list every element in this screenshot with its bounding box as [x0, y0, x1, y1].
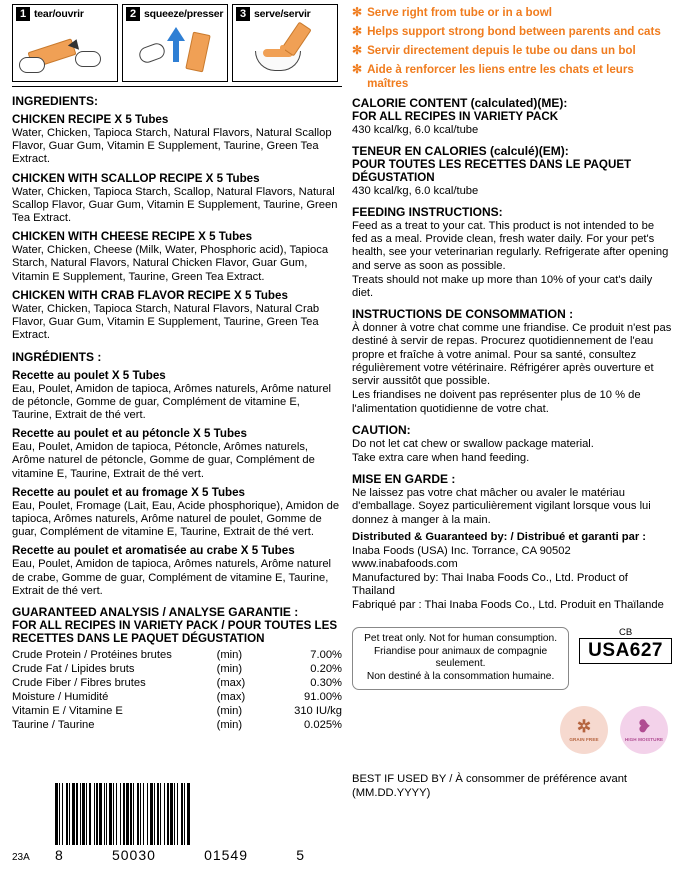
star-icon: ✻ [352, 42, 363, 57]
ingredient-group-heading: CHICKEN WITH CHEESE RECIPE X 5 Tubes [12, 230, 253, 244]
analysis-nutrient: Vitamin E / Vitamine E [12, 705, 123, 718]
barcode-group-2: 01549 [204, 847, 249, 863]
step-1 [12, 4, 118, 82]
calorie-subtitle-en: FOR ALL RECIPES IN VARIETY PACK [352, 109, 559, 123]
calorie-title-en: CALORIE CONTENT (calculated)(ME): [352, 95, 568, 110]
star-icon: ✻ [352, 23, 363, 38]
barcode-block [55, 783, 305, 863]
ingredient-group-heading-fr: Recette au poulet et aromatisée au crabe X 5 Tubes [12, 544, 295, 558]
ingredient-group-heading-fr: Recette au poulet et au pétoncle X 5 Tubes [12, 427, 247, 441]
ingredient-group-text: Water, Chicken, Tapioca Starch, Scallop, Natural Flavors, Natural Scallop Flavor, Guar Gum, Vitamin E Supplement, Taurine, Green Tea Extract. [12, 185, 338, 225]
ingredient-group-text-fr: Eau, Poulet, Amidon de tapioca, Pétoncle, Arômes naturels, Arôme naturel de pétoncle, Gomme de guar, Complément de vitamine E, Taurine, Extrait de thé vert. [12, 441, 315, 480]
caution-title-en: CAUTION: [352, 422, 411, 437]
star-icon: ✻ [352, 5, 363, 19]
distributor-block [352, 531, 672, 613]
analysis-nutrient: Moisture / Humidité [12, 691, 109, 704]
analysis-value: 0.30% [310, 677, 342, 690]
list-item [352, 44, 672, 58]
country-code: USA627 [579, 638, 672, 664]
human-box-line-3: Non destiné à la consommation humaine. [366, 671, 555, 683]
analysis-value: 0.20% [310, 663, 342, 676]
side-code: 23A [12, 852, 30, 863]
list-item [352, 6, 672, 20]
step-number: 1 [16, 7, 30, 21]
step-number: 2 [126, 7, 140, 21]
analysis-value: 91.00% [304, 691, 342, 704]
human-consumption-box [352, 627, 569, 690]
bullet-text: Helps support strong bond between parents and cats [367, 24, 661, 38]
analysis-nutrient: Crude Fiber / Fibres brutes [12, 677, 146, 690]
analysis-title: GUARANTEED ANALYSIS / ANALYSE GARANTIE : [12, 605, 299, 620]
human-box-line-1: Pet treat only. Not for human consumption. [364, 632, 558, 644]
step-label: serve/servir [254, 8, 311, 20]
human-box-line-2: Friandise pour animaux de compagnie seulement. [373, 645, 548, 670]
step-2 [122, 4, 228, 82]
ingredient-group-text-fr: Eau, Poulet, Amidon de tapioca, Arômes naturels, Arôme naturel de pétoncle, Gomme de guar, Complément de vitamine E, Taurine, Extrait de thé vert. [12, 382, 332, 421]
analysis-limit: (min) [216, 719, 243, 732]
table-row [12, 662, 342, 676]
feeding-text-en-1: Feed as a treat to your cat. This product is not intended to be fed as a meal. Provide clean, fresh water daily. For your pet's health, see your veterinarian regularly. Refrigerate after opening and serve as soon as possible. [352, 219, 669, 272]
analysis-nutrient: Crude Fat / Lipides bruts [12, 663, 135, 676]
feeding-text-en-2: Treats should not make up more than 10% of your cat's daily diet. [352, 273, 653, 300]
list-item [352, 25, 672, 39]
ingredients-title: INGREDIENTS: [12, 94, 99, 108]
ingredient-group-text: Water, Chicken, Cheese (Milk, Water, Phosphoric acid), Tapioca Starch, Natural Flavors, Natural Chicken Flavor, Guar Gum, Vitamin E Supplement, Taurine, Green Tea Extract. [12, 244, 329, 283]
analysis-value: 0.025% [304, 719, 342, 732]
ingredient-group-text: Water, Chicken, Tapioca Starch, Natural Flavors, Natural Crab Flavor, Guar Gum, Vitamin E Supplement, Taurine, Green Tea Extract. [12, 302, 320, 342]
left-column [12, 0, 342, 732]
distributor-title: Distributed & Guaranteed by: / Distribué et garanti par : [352, 530, 647, 543]
caution-text-fr: Ne laissez pas votre chat mâcher ou avaler le matériau d'emballage. Soyez particulièrement vigilant lorsque vous lui donnez à manger à la main. [352, 487, 651, 526]
bullet-text: Aide à renforcer les liens entre les chats et leurs maîtres [367, 62, 634, 90]
barcode-group-1: 50030 [111, 847, 156, 863]
analysis-nutrient: Taurine / Taurine [12, 719, 95, 732]
analysis-limit: (max) [216, 691, 246, 704]
bullet-text: Serve right from tube or in a bowl [367, 6, 552, 19]
table-row [12, 690, 342, 704]
ingredient-group-heading-fr: Recette au poulet X 5 Tubes [12, 368, 166, 382]
caution-title-fr: MISE EN GARDE : [352, 472, 456, 487]
table-row [12, 704, 342, 718]
ingredient-group-text-fr: Eau, Poulet, Fromage (Lait, Eau, Acide phosphorique), Amidon de tapioca, Arômes naturels, Arôme naturel de poulet, Gomme de guar, Complément de vitamine E, Taurine, Extrait de thé vert. [12, 499, 340, 539]
star-icon: ✻ [352, 61, 363, 76]
analysis-value: 310 IU/kg [294, 705, 342, 718]
analysis-subtitle: FOR ALL RECIPES IN VARIETY PACK / POUR TOUTES LES RECETTES DANS LE PAQUET DÉGUSTATION [12, 619, 338, 646]
usage-steps [12, 4, 342, 82]
droplet-icon: ❥ [636, 716, 652, 736]
barcode-image [55, 783, 305, 845]
table-row [12, 676, 342, 690]
ingredient-group-heading: CHICKEN RECIPE X 5 Tubes [12, 113, 169, 126]
ingredient-group-heading-fr: Recette au poulet et au fromage X 5 Tubes [12, 485, 246, 499]
divider [12, 86, 342, 87]
analysis-value: 7.00% [310, 649, 342, 662]
feeding-title-fr: INSTRUCTIONS DE CONSOMMATION : [352, 307, 574, 322]
best-by-line-1: BEST IF USED BY / À consommer de préférence avant [352, 772, 628, 785]
high-moisture-badge [620, 706, 668, 754]
feeding-title-en: FEEDING INSTRUCTIONS: [352, 204, 503, 219]
bullet-text: Servir directement depuis le tube ou dans un bol [367, 43, 636, 57]
calorie-title-fr: TENEUR EN CALORIES (calculé)(EM): [352, 143, 569, 158]
list-item [352, 63, 672, 91]
ingredient-group-heading: CHICKEN WITH SCALLOP RECIPE X 5 Tubes [12, 171, 260, 185]
calorie-value-en: 430 kcal/kg, 6.0 kcal/tube [352, 123, 479, 136]
feeding-text-fr-1: À donner à votre chat comme une friandise. Ce produit n'est pas destiné à servir de repas. Procurez quotidiennement de l'eau propre et fraîche à votre animal. Pour sa santé, consultez régulièrement votre vétérinaire. Réfrigérer après ouverture et servir aussitôt que possible. [352, 322, 672, 388]
analysis-limit: (min) [216, 663, 243, 676]
analysis-limit: (max) [216, 677, 246, 690]
human-consumption-row [352, 627, 672, 690]
right-column [352, 0, 672, 800]
analysis-limit: (min) [216, 705, 243, 718]
step-label: tear/ouvrir [34, 8, 84, 20]
barcode-digits [55, 847, 305, 863]
calorie-value-fr: 430 kcal/kg, 6.0 kcal/tube [352, 184, 479, 197]
barcode-left-digit: 8 [55, 847, 64, 863]
ingredient-group-text: Water, Chicken, Tapioca Starch, Natural Flavors, Natural Scallop Flavor, Guar Gum, Vitamin E Supplement, Taurine, Green Tea Extract. [12, 126, 332, 166]
certification-badges [352, 706, 672, 754]
best-by-block [352, 772, 672, 800]
caution-text-en-2: Take extra care when hand feeding. [352, 451, 530, 464]
barcode-right-digit: 5 [296, 847, 305, 863]
step-label: squeeze/presser [144, 8, 224, 20]
table-row [12, 718, 342, 732]
badge-label: GRAIN FREE [569, 736, 599, 742]
table-row [12, 648, 342, 662]
step-number: 3 [236, 7, 250, 21]
analysis-limit: (min) [216, 649, 243, 662]
calorie-subtitle-fr: POUR TOUTES LES RECETTES DANS LE PAQUET DÉGUSTATION [352, 157, 632, 184]
ingredient-group-heading: CHICKEN WITH CRAB FLAVOR RECIPE X 5 Tubes [12, 288, 288, 302]
distributor-line-1: Inaba Foods (USA) Inc. Torrance, CA 90502 www.inabafoods.com [352, 544, 571, 571]
tube-bowl-icon [233, 21, 337, 77]
feeding-text-fr-2: Les friandises ne doivent pas représenter plus de 10 % de l'alimentation quotidienne de votre chat. [352, 389, 641, 415]
step-3 [232, 4, 338, 82]
tube-tear-icon [13, 21, 117, 77]
best-by-line-2: (MM.DD.YYYY) [352, 786, 431, 799]
distributor-line-2: Manufactured by: Thai Inaba Foods Co., Ltd. Product of Thailand [352, 571, 628, 598]
caution-text-en-1: Do not let cat chew or swallow package material. [352, 437, 594, 450]
distributor-line-3: Fabriqué par : Thai Inaba Foods Co., Ltd. Produit en Thaïlande [352, 599, 664, 612]
grain-free-badge [560, 706, 608, 754]
badge-label: HIGH MOISTURE [624, 736, 664, 742]
analysis-table [12, 648, 342, 732]
wheat-icon: ✲ [576, 716, 592, 736]
tube-squeeze-icon [123, 21, 227, 77]
ingredient-group-text-fr: Eau, Poulet, Amidon de tapioca, Arômes naturels, Arôme naturel de crabe, Gomme de guar, Complément de vitamine E, Taurine, Extrait de thé vert. [12, 558, 332, 597]
cb-label: CB [618, 626, 633, 638]
analysis-nutrient: Crude Protein / Protéines brutes [12, 649, 172, 662]
country-code-block [579, 627, 672, 664]
ingredients-title-fr: INGRÉDIENTS : [12, 349, 102, 364]
feature-bullets [352, 6, 672, 91]
